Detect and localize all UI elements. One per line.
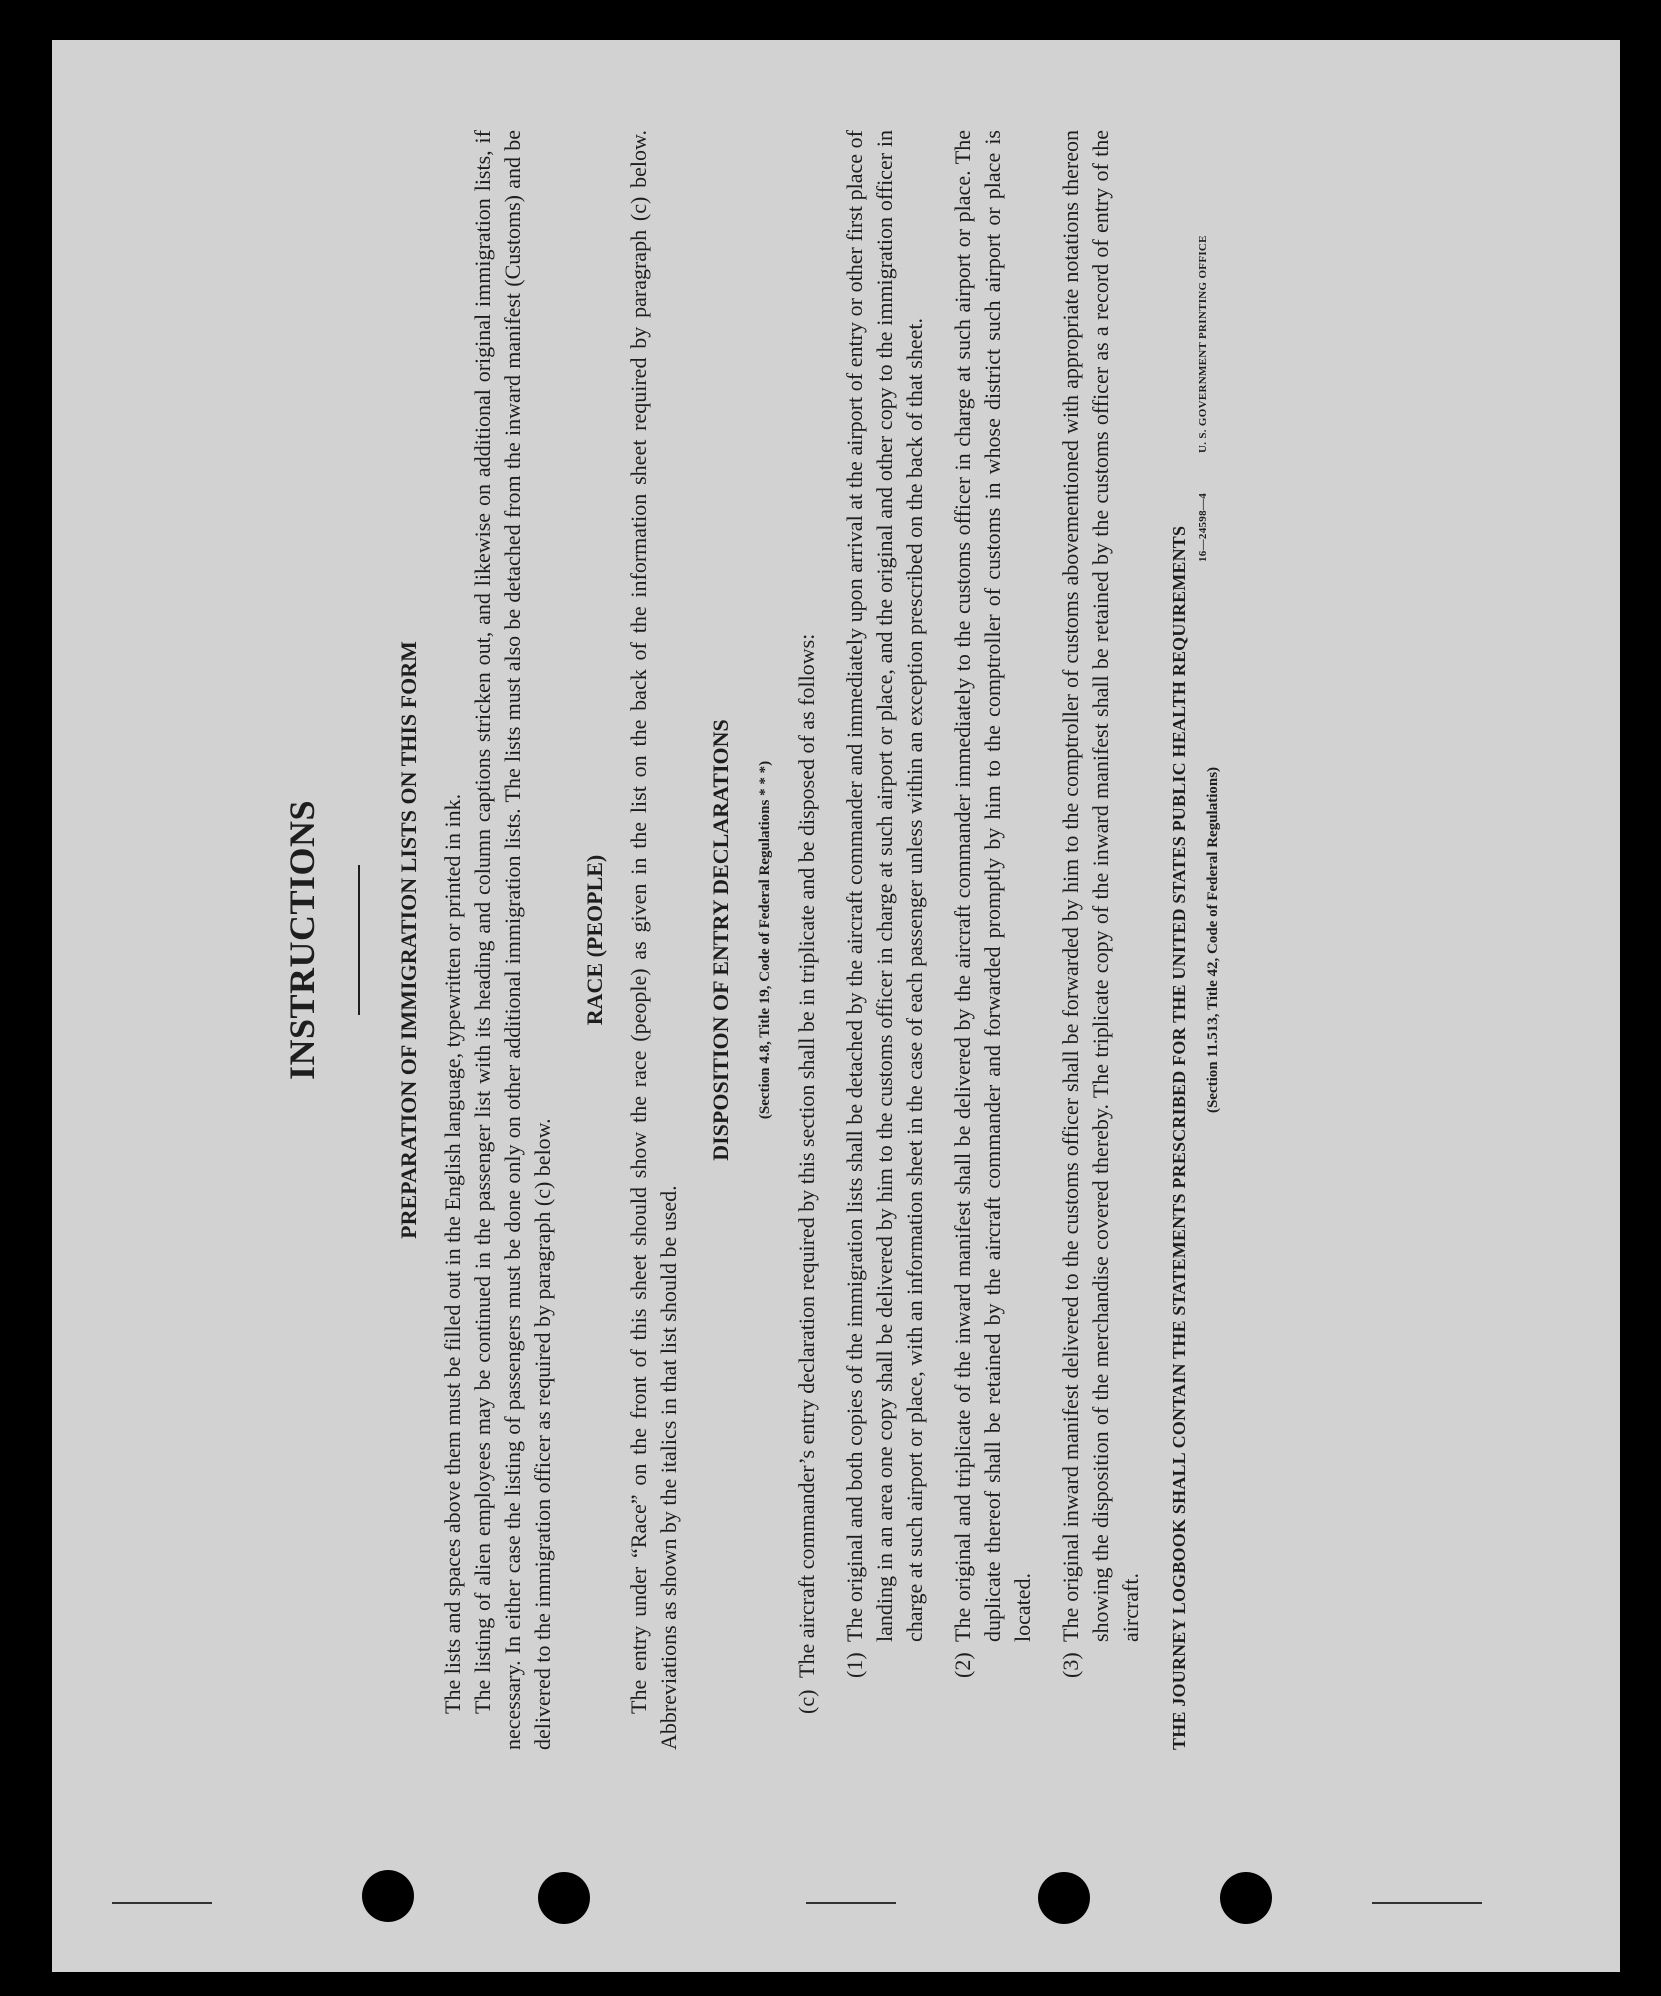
item-number: (3) [1058, 1652, 1083, 1678]
race-paragraph: The entry under “Race” on the front of this sheet should show the race (people) as given in the list on the back of the information sheet required by paragraph (c) below. Abbreviations as shown by the italics in that list should be used. [626, 130, 681, 1750]
punch-hole [538, 1872, 590, 1924]
item-text: The original and both copies of the immigration lists shall be detached by the aircraft commander and immediately upon arrival at the airport of entry or other first place of landing in an area one copy shall be delivered by him to the customs officer in charge at such airport or place, and the original and other copy to the immigration officer in charge at such airport or place, with an information sheet in the case of each passenger unless within an exception prescribed on the back of that sheet. [842, 130, 927, 1642]
intro-label: (c) [794, 1689, 819, 1714]
form-code: 16—24598—4 [1197, 493, 1209, 562]
title-rule [358, 865, 360, 1015]
preparation-heading: PREPARATION OF IMMIGRATION LISTS ON THIS FORM [396, 641, 421, 1239]
margin-mark [1372, 1902, 1482, 1904]
preparation-paragraph-1: The lists and spaces above them must be filled out in the English language, typewritten or printed in ink. [440, 793, 465, 1714]
logbook-statement: THE JOURNEY LOGBOOK SHALL CONTAIN THE STATEMENTS PRESCRIBED FOR THE UNITED STATES PUBLIC HEALTH REQUIREMENTS [1169, 525, 1189, 1750]
punch-hole [362, 1870, 414, 1922]
disposition-intro [792, 130, 822, 1714]
item-text: The original inward manifest delivered to the customs officer shall be forwarded by him to the comptroller of customs abovementioned with appropriate notations thereon showing the disposition of the merchandise covered thereby. The triplicate copy of the inward manifest shall be retained by the customs officer as a record of entry of the aircraft. [1058, 130, 1143, 1642]
intro-text: The aircraft commander’s entry declaration required by this section shall be in triplicate and be disposed of as follows: [794, 633, 819, 1678]
list-item [840, 130, 930, 1678]
printer-imprint [1197, 235, 1209, 562]
instructions-body [152, 130, 1228, 1750]
page-title: INSTRUCTIONS [282, 799, 322, 1081]
race-heading: RACE (PEOPLE) [582, 854, 607, 1026]
rotated-content [152, 60, 1472, 1820]
margin-mark [806, 1902, 896, 1904]
punch-hole [1220, 1872, 1272, 1924]
printer-name: U. S. GOVERNMENT PRINTING OFFICE [1197, 235, 1209, 453]
margin-mark [112, 1902, 212, 1904]
item-text: The original and triplicate of the inward manifest shall be delivered by the aircraft commander immediately to the customs officer in charge at such airport or place. The duplicate thereof shall be retained by the aircraft commander and forwarded promptly by him to the comptroller of customs in whose district such airport or place is located. [950, 130, 1035, 1642]
list-item [1056, 130, 1146, 1678]
item-number: (1) [842, 1652, 867, 1678]
punch-hole [1038, 1872, 1090, 1924]
disposition-citation: (Section 4.8, Title 19, Code of Federal Regulations * * *) [757, 760, 773, 1120]
item-number: (2) [950, 1652, 975, 1678]
list-item [948, 130, 1038, 1678]
logbook-citation: (Section 11.513, Title 42, Code of Federal Regulations) [1205, 766, 1221, 1114]
document-page [52, 40, 1620, 1972]
disposition-heading: DISPOSITION OF ENTRY DECLARATIONS [708, 719, 733, 1161]
preparation-paragraph-2: The listing of alien employees may be continued in the passenger list with its heading and column captions stricken out, and likewise on additional original immigration lists, if necessary. In either case the listing of passengers must be done only on other additional immigration lists. The lists must also be detached from the inward manifest (Customs) and be delivered to the immigration officer as required by paragraph (c) below. [470, 130, 555, 1750]
